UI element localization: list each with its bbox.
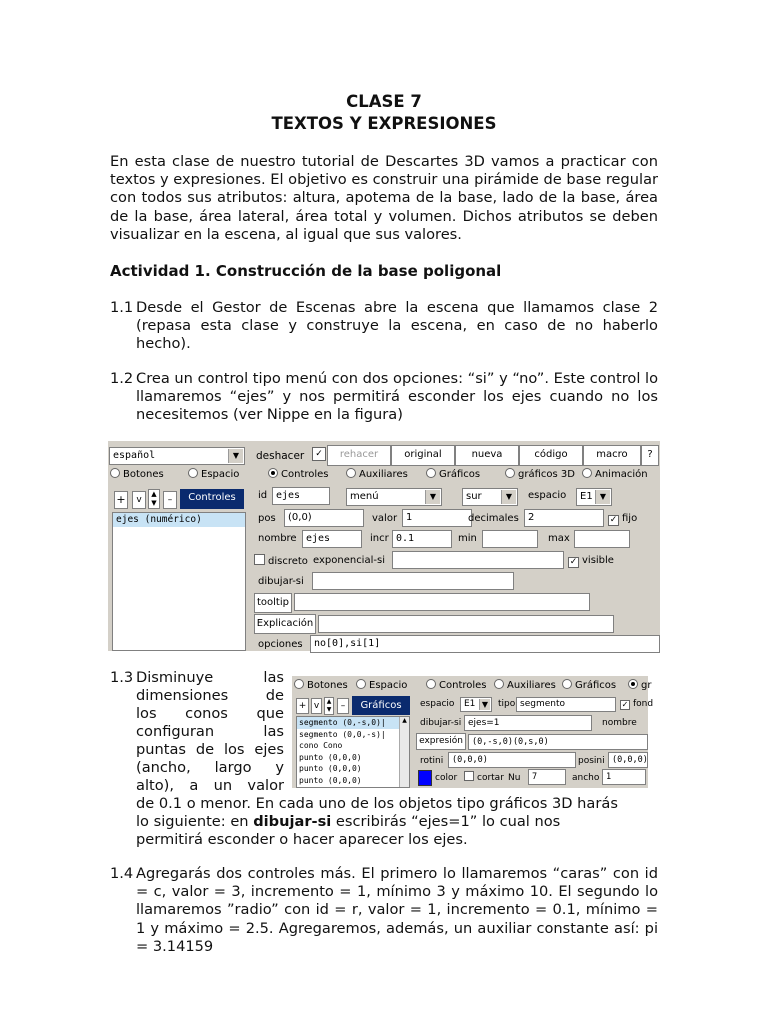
- espacio-value: E1: [464, 699, 476, 709]
- step-1-3-line: alto), a un valor: [136, 777, 284, 794]
- scrollbar[interactable]: ▲: [399, 717, 409, 787]
- graphics-editor-screenshot: [292, 676, 654, 788]
- tipo-label: tipo: [498, 699, 516, 709]
- tipo-value: menú: [350, 491, 379, 502]
- incr-label: incr: [370, 533, 389, 544]
- dibujar-si-keyword: dibujar-si: [253, 813, 332, 830]
- checkbox-icon: [254, 554, 265, 565]
- language-value: español: [113, 450, 156, 461]
- id-input[interactable]: ejes: [272, 487, 330, 505]
- text-segment: escribirás “ejes=1” lo cual nos: [331, 813, 561, 830]
- step-1-3-line: de 0.1 o menor. En cada uno de los objetos tipo gráficos 3D harás: [136, 795, 618, 812]
- tab-graficos[interactable]: [426, 468, 480, 482]
- explicacion-button[interactable]: Explicación: [254, 614, 316, 634]
- list-item[interactable]: segmento (0,-s,0)|: [297, 717, 409, 729]
- radio-icon: [426, 468, 436, 478]
- help-button[interactable]: ?: [641, 445, 659, 466]
- discreto-checkbox[interactable]: [254, 554, 308, 569]
- tab-label: gr: [641, 680, 652, 691]
- tab-auxiliares[interactable]: [494, 679, 556, 693]
- nombre-label: nombre: [258, 533, 297, 544]
- tooltip-button[interactable]: tooltip: [254, 593, 292, 613]
- chevron-down-icon: ▼: [425, 490, 440, 504]
- tooltip-input[interactable]: [294, 593, 590, 611]
- tab-graficos[interactable]: [562, 679, 616, 693]
- dibujar-si-input[interactable]: ejes=1: [464, 715, 592, 731]
- dibujar-si-label: dibujar-si: [258, 576, 304, 587]
- step-1-3-number: 1.3: [110, 669, 134, 686]
- tab-graficos-3d[interactable]: [628, 679, 651, 693]
- checkmark-icon: ✓: [569, 557, 578, 567]
- list-item[interactable]: punto (0,0,0): [299, 764, 362, 773]
- tab-label: Animación: [595, 469, 648, 480]
- min-input[interactable]: [482, 530, 538, 548]
- nueva-button[interactable]: nueva: [455, 445, 519, 466]
- max-input[interactable]: [574, 530, 630, 548]
- language-select[interactable]: [109, 447, 245, 465]
- radio-icon: [110, 468, 120, 478]
- step-1-3-dibujar-line: [136, 813, 658, 831]
- text-segment: lo siguiente: en: [136, 813, 254, 830]
- step-1-1-number: 1.1: [110, 299, 134, 316]
- decimales-input[interactable]: 2: [524, 509, 604, 527]
- graphics-list[interactable]: [296, 716, 410, 788]
- intro-paragraph: En esta clase de nuestro tutorial de Descartes 3D vamos a practicar con textos y expresiones. El objetivo es construir una pirámide de base regular con todos sus atributos: altura, apotema de la base, lado de la base, área de la base, área lateral, área total y volumen. Dichos atributos se deben visualizar en la escena, al igual que sus valores.: [110, 153, 659, 243]
- rotini-label: rotini: [420, 756, 444, 766]
- tab-label: Botones: [123, 469, 164, 480]
- list-item[interactable]: punto (0,0,0): [299, 775, 362, 785]
- step-1-3-line: puntas de los ejes: [136, 741, 284, 758]
- color-label: color: [435, 773, 458, 783]
- pos-label: pos: [258, 513, 276, 524]
- step-1-4-text: Agregarás dos controles más. El primero lo llamaremos “caras” con id = c, valor = 3, incremento = 1, mínimo 3 y máximo 10. El segundo lo llamaremos ”radio” con id = r, valor = 1, incremento = 0.1, mínimo = 1 y máximo = 2.5. Agregaremos, además, un auxiliar constante así: pi = 3.14159: [136, 865, 658, 955]
- color-swatch[interactable]: [418, 770, 432, 786]
- page-subtitle: TEXTOS Y EXPRESIONES: [271, 114, 497, 133]
- checkmark-icon: ✓: [312, 447, 326, 461]
- list-item[interactable]: cono Cono: [299, 741, 343, 750]
- step-1-2-text: Crea un control tipo menú con dos opciones: “si” y “no”. Este control lo llamaremos “ejes” y nos permitirá esconder los ejes cuando no los necesitemos (ver Nippe en la figura): [136, 370, 658, 424]
- chevron-down-icon: ▼: [595, 490, 610, 504]
- explicacion-input[interactable]: [318, 615, 614, 633]
- visible-checkbox[interactable]: [568, 554, 614, 568]
- remove-button[interactable]: –: [163, 491, 177, 509]
- step-1-3-line: los conos que: [136, 705, 284, 722]
- tab-espacio[interactable]: [188, 468, 239, 482]
- discreto-label: discreto: [268, 556, 308, 567]
- checkmark-icon: ✓: [609, 515, 618, 525]
- add-button[interactable]: +: [296, 698, 309, 714]
- ancho-label: ancho: [572, 773, 600, 783]
- posini-input[interactable]: (0,0,0): [608, 752, 648, 768]
- radio-icon: [426, 679, 436, 689]
- original-button[interactable]: original: [391, 445, 455, 466]
- radio-icon: [188, 468, 198, 478]
- expresion-input[interactable]: (0,-s,0)(0,s,0): [468, 734, 648, 750]
- page-title: CLASE 7: [346, 92, 422, 111]
- radio-icon: [562, 679, 572, 689]
- tab-auxiliares[interactable]: [346, 468, 408, 482]
- radio-icon: [346, 468, 356, 478]
- tab-label: Auxiliares: [507, 680, 556, 691]
- dibujar-si-input[interactable]: [312, 572, 514, 590]
- list-item[interactable]: ejes (numérico): [113, 513, 245, 527]
- tab-graficos-3d[interactable]: [505, 468, 575, 482]
- step-1-3-line: configuran las: [136, 723, 284, 740]
- remove-button[interactable]: –: [337, 698, 349, 714]
- opciones-input[interactable]: no[0],si[1]: [310, 635, 660, 653]
- expresion-button[interactable]: expresión: [416, 733, 466, 750]
- macro-button[interactable]: macro: [583, 445, 641, 466]
- chevron-down-icon: ▼: [228, 449, 243, 463]
- up-down-arrows-icon[interactable]: ▲ ▼: [324, 697, 334, 715]
- dibujar-si-label: dibujar-si: [420, 718, 462, 728]
- step-1-1-text: Desde el Gestor de Escenas abre la escena que llamamos clase 2 (repasa esta clase y construye la escena, en caso de no haberlo hecho).: [136, 299, 658, 353]
- move-button[interactable]: v: [132, 491, 146, 509]
- opciones-label: opciones: [258, 639, 303, 650]
- add-button[interactable]: +: [114, 491, 128, 509]
- exponencial-label: exponencial-si: [313, 555, 385, 566]
- chevron-down-icon: ▼: [479, 699, 490, 710]
- nu-label: Nu: [508, 773, 521, 783]
- tipo-input[interactable]: segmento: [516, 697, 616, 712]
- max-label: max: [548, 533, 570, 544]
- radio-selected-icon: [268, 468, 278, 478]
- controls-list[interactable]: [112, 512, 246, 651]
- deshacer-button[interactable]: deshacer: [256, 450, 305, 462]
- step-1-3-line: Disminuye las: [136, 669, 284, 686]
- valor-input[interactable]: 1: [402, 509, 472, 527]
- id-label: id: [258, 490, 268, 501]
- nombre-input[interactable]: ejes: [302, 530, 362, 548]
- posini-label: posini: [578, 756, 605, 766]
- fijo-label: fijo: [622, 513, 638, 524]
- fondo-label: fond: [633, 699, 654, 709]
- tab-controles[interactable]: [426, 679, 487, 693]
- tab-controles[interactable]: [268, 468, 329, 482]
- step-1-2-number: 1.2: [110, 370, 134, 387]
- step-1-3-line: dimensiones de: [136, 687, 284, 704]
- incr-input[interactable]: 0.1: [392, 530, 452, 548]
- exponencial-input[interactable]: [392, 551, 564, 569]
- list-item[interactable]: segmento (0,0,-s)|: [299, 729, 386, 739]
- fijo-checkbox[interactable]: [608, 512, 637, 526]
- radio-selected-icon: [628, 679, 638, 689]
- tab-label: Controles: [439, 680, 487, 691]
- rehacer-button[interactable]: rehacer: [327, 445, 391, 466]
- pos-input[interactable]: (0,0): [284, 509, 364, 527]
- cortar-label: cortar: [477, 773, 504, 783]
- radio-icon: [356, 679, 366, 689]
- tab-label: Controles: [281, 469, 329, 480]
- tab-botones[interactable]: [294, 679, 348, 693]
- position-select-value: sur: [466, 491, 482, 502]
- list-item[interactable]: punto (0,0,0): [299, 752, 362, 762]
- espacio-label: espacio: [528, 490, 567, 501]
- graficos-list-title: Gráficos: [352, 696, 410, 715]
- move-button[interactable]: v: [311, 698, 322, 714]
- rotini-input[interactable]: (0,0,0): [448, 752, 576, 768]
- radio-icon: [294, 679, 304, 689]
- decimales-label: decimales: [468, 513, 519, 524]
- chevron-down-icon: ▼: [501, 490, 516, 504]
- cortar-checkbox[interactable]: [464, 771, 504, 785]
- radio-icon: [582, 468, 592, 478]
- ancho-input[interactable]: 1: [602, 769, 646, 785]
- min-label: min: [458, 533, 477, 544]
- tab-label: Auxiliares: [359, 469, 408, 480]
- espacio-value: E1: [580, 491, 593, 502]
- codigo-button[interactable]: código: [519, 445, 583, 466]
- checkmark-icon: ✓: [621, 700, 629, 709]
- fondo-checkbox[interactable]: [620, 697, 653, 711]
- tab-label: Botones: [307, 680, 348, 691]
- step-1-4-number: 1.4: [110, 865, 134, 882]
- tab-label: gráficos 3D: [518, 469, 575, 480]
- position-select[interactable]: [462, 488, 518, 506]
- espacio-select[interactable]: [460, 697, 492, 712]
- tipo-select[interactable]: [346, 488, 442, 506]
- radio-icon: [505, 468, 515, 478]
- espacio-label: espacio: [420, 699, 455, 709]
- tab-label: Espacio: [201, 469, 240, 480]
- step-1-3-line: permitirá esconder o hacer aparecer los ejes.: [136, 831, 468, 848]
- visible-label: visible: [582, 555, 614, 566]
- nu-input[interactable]: 7: [528, 769, 566, 785]
- radio-icon: [494, 679, 504, 689]
- espacio-select[interactable]: [576, 488, 612, 506]
- checkbox-icon: [464, 771, 474, 781]
- tab-label: Gráficos: [575, 680, 617, 691]
- tab-espacio[interactable]: [356, 679, 407, 693]
- controls-editor-screenshot: [108, 441, 660, 651]
- tab-botones[interactable]: [110, 468, 164, 482]
- step-1-3-line: (ancho, largo y: [136, 759, 284, 776]
- up-down-arrows-icon[interactable]: ▲ ▼: [148, 489, 160, 509]
- tab-animacion[interactable]: [582, 468, 648, 482]
- valor-label: valor: [372, 513, 398, 524]
- tab-label: Espacio: [369, 680, 408, 691]
- controles-list-title: Controles: [180, 489, 244, 509]
- nombre-label: nombre: [602, 718, 637, 728]
- activity-heading: Actividad 1. Construcción de la base poligonal: [110, 262, 502, 280]
- tab-label: Gráficos: [439, 469, 481, 480]
